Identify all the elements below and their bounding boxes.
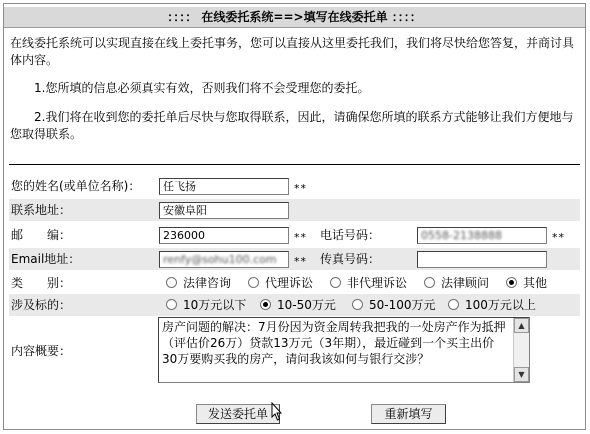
summary-text: 房产问题的解决：7月份因为资金周转我把我的一处房产作为抵押（评估价26万）贷款13万元（3年期），最近碰到一个买主出价30万要购买我的房产，请问我该如何与银行交涉？ (162, 320, 506, 366)
submit-button[interactable]: 发送委托单 (196, 404, 280, 424)
fax-input[interactable] (417, 251, 547, 268)
summary-textarea[interactable] (158, 317, 530, 383)
radio-button[interactable] (166, 299, 177, 310)
radio-button[interactable] (448, 299, 459, 310)
required-mark: ** (294, 182, 307, 195)
page-title: ：：：： 在线委托系统==>填写在线委托单 ：：：： (4, 7, 585, 28)
radio-button[interactable] (166, 277, 177, 288)
divider (9, 164, 580, 165)
email-value: renfy@sohu100.com (163, 253, 277, 266)
name-input[interactable]: 任飞扬 (159, 178, 289, 195)
intro-text: 在线委托系统可以实现直接在线上委托事务，您可以直接从这里委托我们，我们将尽快给您答复，并商讨具体内容。 (10, 36, 575, 67)
phone-label: 电话号码： (320, 228, 381, 242)
scroll-up-icon[interactable]: ▲ (514, 318, 529, 333)
radio-button[interactable] (248, 277, 259, 288)
summary-label: 内容概要： (11, 344, 72, 358)
amount-label: 涉及标的： (11, 298, 72, 312)
radio-button-selected[interactable] (260, 299, 271, 310)
row-amount: 涉及标的： 10万元以下 10-50万元 50-100万元 100万元以上 (9, 294, 580, 316)
zip-input[interactable]: 236000 (159, 227, 289, 244)
row-address (9, 199, 580, 221)
required-mark: ** (294, 231, 307, 244)
email-input[interactable] (159, 251, 289, 268)
reset-button[interactable]: 重新填写 (371, 404, 446, 424)
fax-label: 传真号码： (320, 252, 381, 266)
zip-label: 邮 编： (11, 228, 72, 242)
email-label: Email地址： (11, 252, 81, 266)
phone-value: 0558-2138888 (421, 229, 502, 242)
required-mark: ** (294, 255, 307, 268)
name-label: 您的姓名(或单位名称)： (11, 179, 141, 193)
scrollbar[interactable] (513, 318, 529, 382)
row-email-fax (9, 248, 580, 270)
address-input[interactable]: 安徽阜阳 (159, 202, 289, 219)
notice-2: 2.我们将在收到您的委托单后尽快与您取得联系，因此，请确保您所填的联系方式能够让我们方便地与您取得联系。 (10, 110, 574, 141)
required-mark: ** (552, 231, 565, 244)
radio-button[interactable] (352, 299, 363, 310)
address-label: 联系地址： (11, 203, 72, 217)
row-name (9, 175, 580, 197)
radio-button[interactable] (424, 277, 435, 288)
category-label: 类 别： (11, 276, 72, 290)
row-zip-phone (9, 224, 580, 246)
phone-input[interactable] (417, 227, 547, 244)
scroll-down-icon[interactable]: ▼ (514, 367, 529, 382)
row-category: 类 别： 法律咨询 代理诉讼 非代理诉讼 法律顾问 其他 (9, 272, 580, 294)
radio-button[interactable] (330, 277, 341, 288)
mouse-pointer-icon (268, 402, 284, 426)
notice-1: 1.您所填的信息必须真实有效，否则我们将不会受理您的委托。 (34, 81, 370, 95)
radio-button-selected[interactable] (506, 277, 517, 288)
